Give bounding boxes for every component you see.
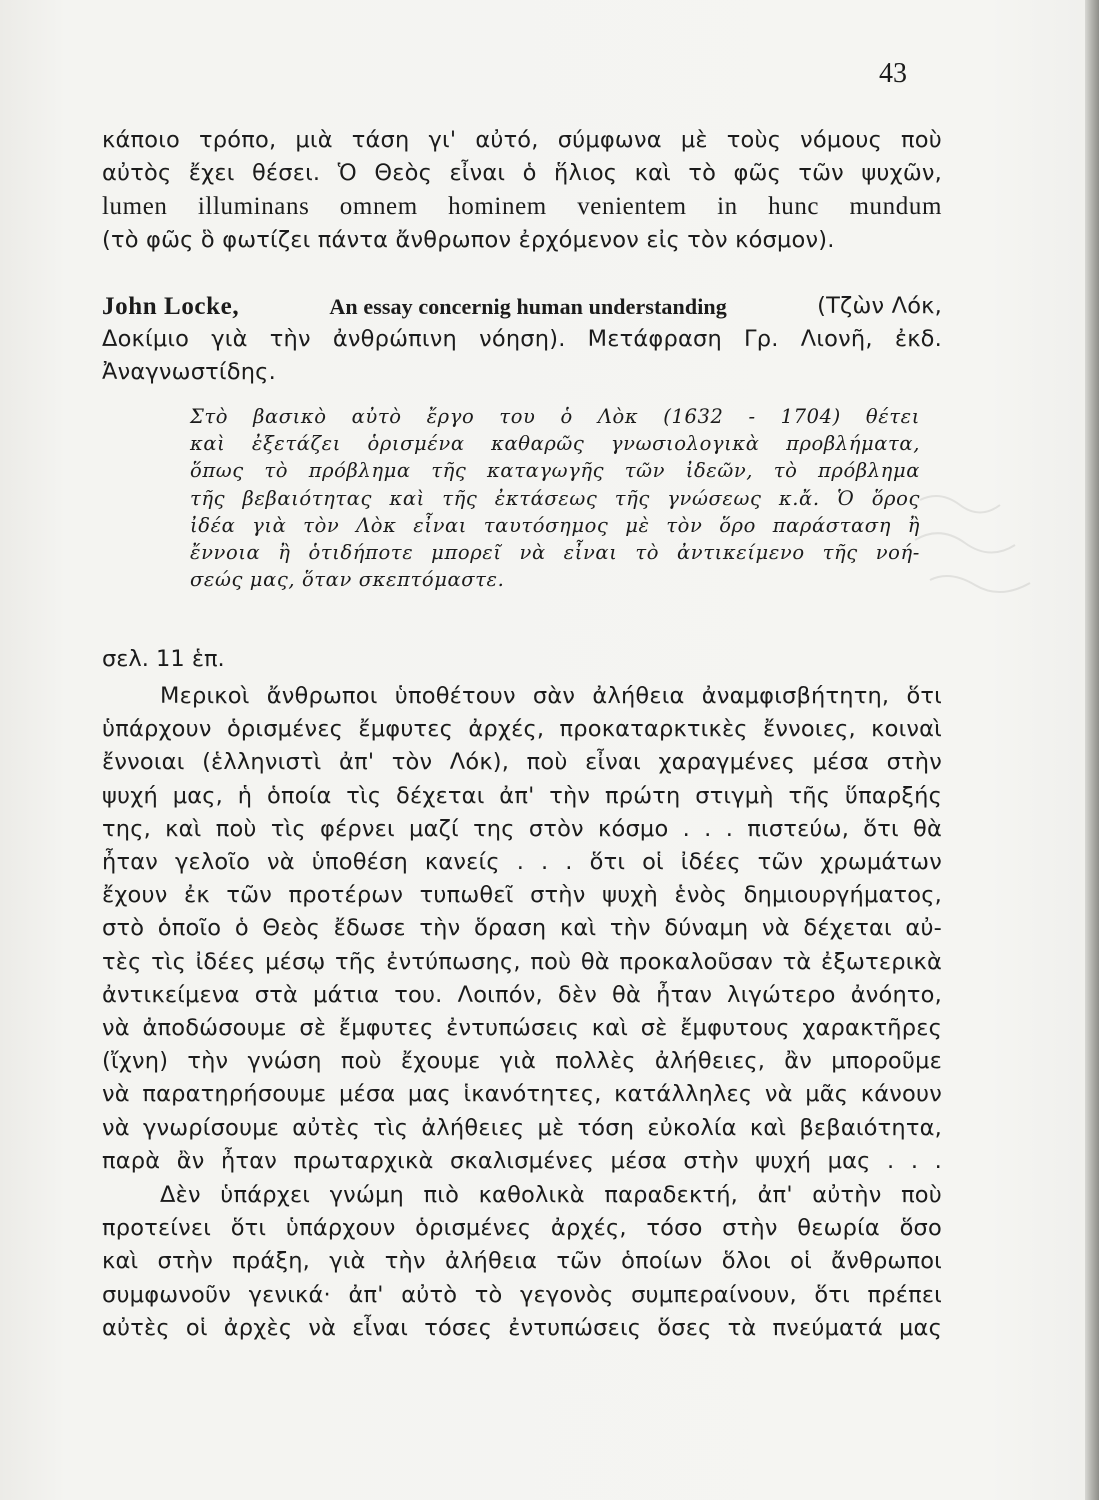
text-line: νὰ παρατηρήσουμε μέσα μας ἱκανότητες, κατάλληλες νὰ μᾶς κάνουν — [102, 1081, 942, 1108]
text-line: της, καὶ ποὺ τὶς φέρνει μαζί της στὸν κόσμο . . . πιστεύω, ὅτι θὰ — [102, 815, 942, 842]
text-line: ὑπάρχουν ὁρισμένες ἔμφυτες ἀρχές, προκαταρκτικὲς ἔννοιες, κοιναὶ — [102, 716, 942, 743]
summary-line: τῆς βεβαιότητας καὶ τῆς ἐκτάσεως τῆς γνώσεως κ.ἄ. Ὁ ὅρος — [190, 486, 920, 510]
summary-paragraph — [190, 403, 920, 593]
top-paragraph — [102, 124, 942, 257]
text-line: τὲς τὶς ἰδέες μέσῳ τῆς ἐντύπωσης, ποὺ θὰ προκαλοῦσαν τὰ ἐξωτερικὰ — [102, 948, 942, 975]
summary-line: ὅπως τὸ πρόβλημα τῆς καταγωγῆς τῶν ἰδεῶν, τὸ πρόβλημα — [190, 459, 920, 483]
text-line: προτείνει ὅτι ὑπάρχουν ὁρισμένες ἀρχές, τόσο στὴν θεωρία ὅσο — [102, 1215, 942, 1242]
quote-paragraph-2 — [102, 1179, 942, 1345]
latin-quote-line: lumen illuminans omnem hominem venientem in hunc mundum — [102, 193, 942, 221]
reference-translation-start: (Τζὼν Λόκ, — [817, 293, 942, 319]
summary-line: Στὸ βασικὸ αὐτὸ ἔργο του ὁ Λὸκ (1632 - 1704) θέτει — [190, 405, 920, 428]
text-line: αὐτὸς ἔχει θέσει. Ὁ Θεὸς εἶναι ὁ ἥλιος καὶ τὸ φῶς τῶν ψυχῶν, — [102, 160, 942, 187]
text-line: ἦταν γελοῖο νὰ ὑποθέση κανείς . . . ὅτι οἱ ἰδέες τῶν χρωμάτων — [102, 849, 942, 876]
bleed-through-handwriting — [910, 480, 1060, 620]
text-line: νὰ γνωρίσουμε αὐτὲς τὶς ἀλήθειες μὲ τόση εὐκολία καὶ βεβαιότητα, — [102, 1114, 942, 1141]
summary-line: σεώς μας, ὅταν σκεπτόμαστε. — [190, 568, 505, 592]
page-edge-shadow — [1085, 0, 1099, 1500]
text-line: ἔννοιαι (ἑλληνιστὶ ἀπ' τὸν Λόκ), ποὺ εἶναι χαραγμένες μέσα στὴν — [102, 749, 942, 776]
reference-publisher: Ἀναγνωστίδης. — [102, 359, 276, 386]
text-line: καὶ στὴν πράξη, γιὰ τὴν ἀλήθεια τῶν ὁποίων ὅλοι οἱ ἄνθρωποι — [102, 1248, 942, 1275]
reference-title: An essay concernig human understanding — [329, 294, 727, 319]
text-line: κάποιο τρόπο, μιὰ τάση γι' αὐτό, σύμφωνα μὲ τοὺς νόμους ποὺ — [102, 127, 942, 153]
bibliographic-reference — [102, 290, 942, 390]
text-line: Μερικοὶ ἄνθρωποι ὑποθέτουν σὰν ἀλήθεια ἀναμφισβήτητη, ὅτι — [160, 683, 942, 709]
text-line: στὸ ὁποῖο ὁ Θεὸς ἔδωσε τὴν ὅραση καὶ τὴν δύναμη νὰ δέχεται αὐ- — [102, 915, 942, 942]
text-line: (τὸ φῶς ὃ φωτίζει πάντα ἄνθρωπον ἐρχόμενον εἰς τὸν κόσμον). — [102, 226, 835, 253]
text-line: (ἴχνη) τὴν γνώση ποὺ ἔχουμε γιὰ πολλὲς ἀλήθειες, ἂν μποροῦμε — [102, 1048, 942, 1075]
page-reference: σελ. 11 ἑπ. — [102, 646, 225, 672]
page-number: 43 — [879, 58, 907, 89]
summary-line: ἔννοια ἢ ὁτιδήποτε μπορεῖ νὰ εἶναι τὸ ἀντικείμενο τῆς νοή- — [190, 541, 920, 565]
text-line: ἀντικείμενα στὰ μάτια του. Λοιπόν, δὲν θὰ ἦταν λιγώτερο ἀνόητο, — [102, 981, 942, 1008]
quote-paragraph-1 — [102, 680, 942, 1178]
text-line: Δὲν ὑπάρχει γνώμη πιὸ καθολικὰ παραδεκτή, ἀπ' αὐτὴν ποὺ — [160, 1182, 942, 1208]
reference-author: John Locke, — [102, 293, 240, 320]
text-line: ἔχουν ἐκ τῶν προτέρων τυπωθεῖ στὴν ψυχὴ ἑνὸς δημιουργήματος, — [102, 882, 942, 909]
text-line: νὰ ἀποδώσουμε σὲ ἔμφυτες ἐντυπώσεις καὶ σὲ ἔμφυτους χαρακτῆρες — [102, 1015, 942, 1042]
text-line: συμφωνοῦν γενικά· ἀπ' αὐτὸ τὸ γεγονὸς συμπεραίνουν, ὅτι πρέπει — [102, 1281, 942, 1308]
text-line: ψυχή μας, ἡ ὁποία τὶς δέχεται ἀπ' τὴν πρώτη στιγμὴ τῆς ὕπαρξής — [102, 782, 942, 809]
reference-line: Δοκίμιο γιὰ τὴν ἀνθρώπινη νόηση). Μετάφραση Γρ. Λιονῆ, ἐκδ. — [102, 326, 942, 353]
text-line: παρὰ ἂν ἦταν πρωταρχικὰ σκαλισμένες μέσα στὴν ψυχή μας . . . — [102, 1147, 942, 1174]
summary-line: ἰδέα γιὰ τὸν Λὸκ εἶναι ταυτόσημος μὲ τὸν ὅρο παράσταση ἢ — [190, 513, 920, 537]
summary-line: καὶ ἐξετάζει ὁρισμένα καθαρῶς γνωσιολογικὰ προβλήματα, — [190, 432, 920, 456]
text-line: αὐτὲς οἱ ἀρχὲς νὰ εἶναι τόσες ἐντυπώσεις ὅσες τὰ πνεύματά μας — [102, 1314, 942, 1341]
